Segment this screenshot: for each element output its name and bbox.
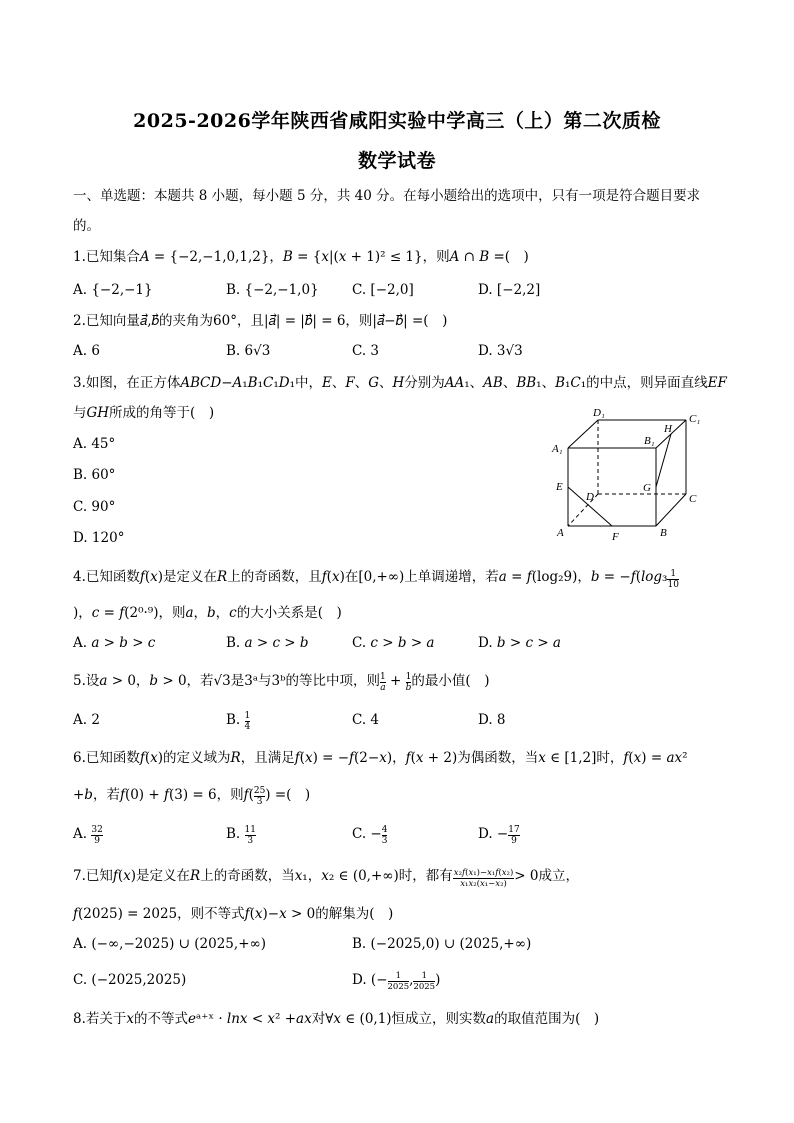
question-7-option-a: A. (−∞,−2025) ∪ (2025,+∞) bbox=[73, 936, 267, 952]
question-6-option-c bbox=[352, 824, 387, 846]
section-intro-line1: 一、单选题：本题共 8 小题，每小题 5 分，共 40 分。在每小题给出的选项中，只有一项是符合题目要求 bbox=[73, 188, 701, 204]
question-5-option-b-label: B. bbox=[226, 712, 241, 728]
frac-den: 9 bbox=[511, 836, 517, 846]
frac-den: 3 bbox=[247, 836, 254, 846]
frac-num: 11 bbox=[244, 825, 256, 835]
frac-num: 1 bbox=[413, 971, 435, 982]
question-4-frac-den: 10 bbox=[667, 580, 679, 590]
label-g: G bbox=[643, 482, 651, 494]
question-5-stem-tail: 的最小值( ) bbox=[411, 673, 490, 689]
question-3-option-c: C. 90° bbox=[73, 499, 116, 515]
question-7-stem-part-a: 7.已知𝑓(𝑥)是定义在𝑅上的奇函数，当𝑥₁，𝑥₂ ∈ (0,+∞)时，都有 bbox=[73, 868, 453, 884]
question-4-option-b: B. 𝑎 > 𝑐 > 𝑏 bbox=[226, 635, 309, 651]
frac-den: 2025 bbox=[387, 982, 410, 992]
question-6-option-b bbox=[226, 824, 256, 846]
frac-num: 4 bbox=[381, 825, 388, 835]
question-7-stem-line1 bbox=[73, 866, 579, 889]
label-b: B bbox=[660, 527, 667, 539]
question-4-frac-num: 1 bbox=[667, 569, 678, 580]
option-label: B. bbox=[226, 826, 241, 842]
exam-subtitle: 数学试卷 bbox=[357, 150, 436, 172]
question-1-stem: 1.已知集合𝐴 = {−2,−1,0,1,2}，𝐵 = {𝑥|(𝑥 + 1)² ≤ 1}，则𝐴 ∩ 𝐵 =( ) bbox=[73, 249, 529, 265]
label-c: C bbox=[689, 493, 697, 505]
option-frac bbox=[382, 825, 388, 846]
option-label: A. bbox=[73, 826, 88, 842]
question-2-option-d: D. 3√3 bbox=[478, 343, 523, 359]
label-h: H bbox=[664, 423, 672, 435]
question-6-option-d bbox=[478, 824, 520, 846]
question-3-option-b: B. 60° bbox=[73, 467, 116, 483]
label-a: A bbox=[557, 527, 564, 539]
question-1-option-c: C. [−2,0] bbox=[352, 282, 414, 298]
question-6-arg-frac bbox=[254, 786, 265, 807]
question-3-stem-line1: 3.如图，在正方体𝐴𝐵𝐶𝐷−𝐴₁𝐵₁𝐶₁𝐷₁中，𝐸、𝐹、𝐺、𝐻分别为𝐴𝐴₁、𝐴𝐵、𝐵𝐵₁、𝐵₁𝐶₁的中点，则异面直线𝐸𝐹 bbox=[73, 375, 727, 391]
question-5-option-c: C. 4 bbox=[352, 712, 380, 728]
label-a1: A₁ bbox=[552, 443, 563, 455]
exam-title: 2025-2026学年陕西省咸阳实验中学高三（上）第二次质检 bbox=[133, 110, 661, 132]
question-4-option-c: C. 𝑐 > 𝑏 > 𝑎 bbox=[352, 635, 435, 651]
option-frac-2 bbox=[413, 971, 435, 992]
option-frac bbox=[508, 825, 519, 846]
question-6-option-a bbox=[73, 824, 103, 846]
question-5-stem-text: 5.设𝑎 > 0，𝑏 > 0，若√3是3ᵃ与3ᵇ的等比中项，则 bbox=[73, 673, 381, 689]
question-5-option-b bbox=[226, 710, 250, 732]
option-label: D. (− bbox=[352, 972, 388, 988]
question-4-stem-line1 bbox=[73, 567, 679, 590]
frac-num: 1 bbox=[388, 971, 410, 982]
question-5-stem: 5.设𝑎 > 0，𝑏 > 0，若√3是3ᵃ与3ᵇ的等比中项，则 $\frac{1}{a}$ + $\frac{1}{b}$ 的最小值( ) bbox=[73, 672, 490, 693]
frac-num: 17 bbox=[508, 825, 520, 835]
option-frac bbox=[245, 825, 256, 846]
question-3-option-d: D. 120° bbox=[73, 530, 125, 546]
question-2-option-b: B. 6√3 bbox=[226, 343, 271, 359]
question-7-stem-part-b: > 0成立， bbox=[514, 868, 579, 884]
question-1-option-b: B. {−2,−1,0} bbox=[226, 282, 319, 298]
question-4-stem-line2: )，𝑐 = 𝑓(2⁰·⁹)，则𝑎，𝑏，𝑐的大小关系是( ) bbox=[73, 605, 342, 621]
question-2-option-c: C. 3 bbox=[352, 343, 380, 359]
frac-den: 𝑥₁𝑥₂(𝑥₁−𝑥₂) bbox=[460, 879, 507, 889]
frac-den: 3 bbox=[381, 836, 388, 846]
option-label: C. − bbox=[352, 826, 382, 842]
question-7-option-c: C. (−2025,2025) bbox=[73, 972, 187, 988]
question-4-option-d: D. 𝑏 > 𝑐 > 𝑎 bbox=[478, 635, 561, 651]
section-intro-line2: 的。 bbox=[73, 218, 100, 234]
frac-den: 4 bbox=[244, 722, 251, 732]
question-7-option-b: B. (−2025,0) ∪ (2025,+∞) bbox=[352, 936, 532, 952]
question-7-frac bbox=[453, 868, 514, 889]
question-7-stem-line2: 𝑓(2025) = 2025，则不等式𝑓(𝑥)−𝑥 > 0的解集为( ) bbox=[73, 906, 394, 922]
question-3-stem-line2: 与𝐺𝐻所成的角等于( ) bbox=[73, 405, 215, 421]
frac-1-over-a: $\frac{1}{a}$ bbox=[380, 672, 386, 693]
frac-num: 1 bbox=[244, 711, 251, 721]
question-4-stem-text: 4.已知函数𝑓(𝑥)是定义在𝑅上的奇函数，且𝑓(𝑥)在[0,+∞)上单调递增，若𝑎 = 𝑓(log₂9)，𝑏 = −𝑓(𝑙𝑜𝑔₃ bbox=[73, 569, 668, 585]
label-c1: C₁ bbox=[689, 413, 701, 425]
question-7-option-d: D. (− $\frac{1}{2025}$ , $\frac{1}{2025}$ ) bbox=[352, 971, 441, 992]
label-f: F bbox=[612, 531, 619, 543]
question-2-stem: 2.已知向量𝑎⃗,𝑏⃗的夹角为60°，且|𝑎⃗| = |𝑏⃗| = 6，则|𝑎⃗−𝑏⃗| =( ) bbox=[73, 313, 448, 329]
frac-den: 3 bbox=[256, 797, 263, 807]
question-5-option-d: D. 8 bbox=[478, 712, 506, 728]
question-6-stem-line2 bbox=[73, 785, 310, 807]
frac-num: 32 bbox=[91, 825, 103, 835]
question-6-stem-part-b: ) =( ) bbox=[265, 787, 311, 803]
question-5-option-b-frac bbox=[245, 711, 251, 732]
option-frac-1 bbox=[388, 971, 410, 992]
label-d: D bbox=[586, 491, 594, 503]
question-1-option-a: A. {−2,−1} bbox=[73, 282, 153, 298]
question-6-stem-line1: 6.已知函数𝑓(𝑥)的定义域为𝑅，且满足𝑓(𝑥) = −𝑓(2−𝑥)，𝑓(𝑥 + 2)为偶函数，当𝑥 ∈ [1,2]时，𝑓(𝑥) = 𝑎𝑥² bbox=[73, 750, 688, 766]
frac-1-over-b: $\frac{1}{b}$ bbox=[405, 672, 412, 693]
frac-num: 25 bbox=[253, 786, 266, 796]
question-4-option-a: A. 𝑎 > 𝑏 > 𝑐 bbox=[73, 635, 156, 651]
label-e: E bbox=[556, 481, 563, 493]
frac-den: 2025 bbox=[413, 982, 436, 992]
label-d1: D₁ bbox=[593, 407, 605, 419]
frac-den: 9 bbox=[94, 836, 100, 846]
question-2-option-a: A. 6 bbox=[73, 343, 100, 359]
question-8-stem: 8.若关于𝑥的不等式𝑒ᵃ⁺ˣ · 𝑙𝑛𝑥 < 𝑥² +𝑎𝑥对∀𝑥 ∈ (0,1)恒成立，则实数𝑎的取值范围为( ) bbox=[73, 1011, 600, 1027]
option-label: D. − bbox=[478, 826, 509, 842]
cube-figure bbox=[548, 402, 708, 544]
question-6-stem-part-a: +𝑏，若𝑓(0) + 𝑓(3) = 6，则𝑓( bbox=[73, 787, 254, 803]
question-5-option-a: A. 2 bbox=[73, 712, 100, 728]
option-frac bbox=[91, 825, 102, 846]
label-b1: B₁ bbox=[644, 435, 655, 447]
frac-num: 𝑥₂𝑓(𝑥₁)−𝑥₁𝑓(𝑥₂) bbox=[453, 868, 514, 878]
question-1-option-d: D. [−2,2] bbox=[478, 282, 541, 298]
question-4-frac bbox=[667, 569, 678, 590]
question-3-option-a: A. 45° bbox=[73, 436, 116, 452]
